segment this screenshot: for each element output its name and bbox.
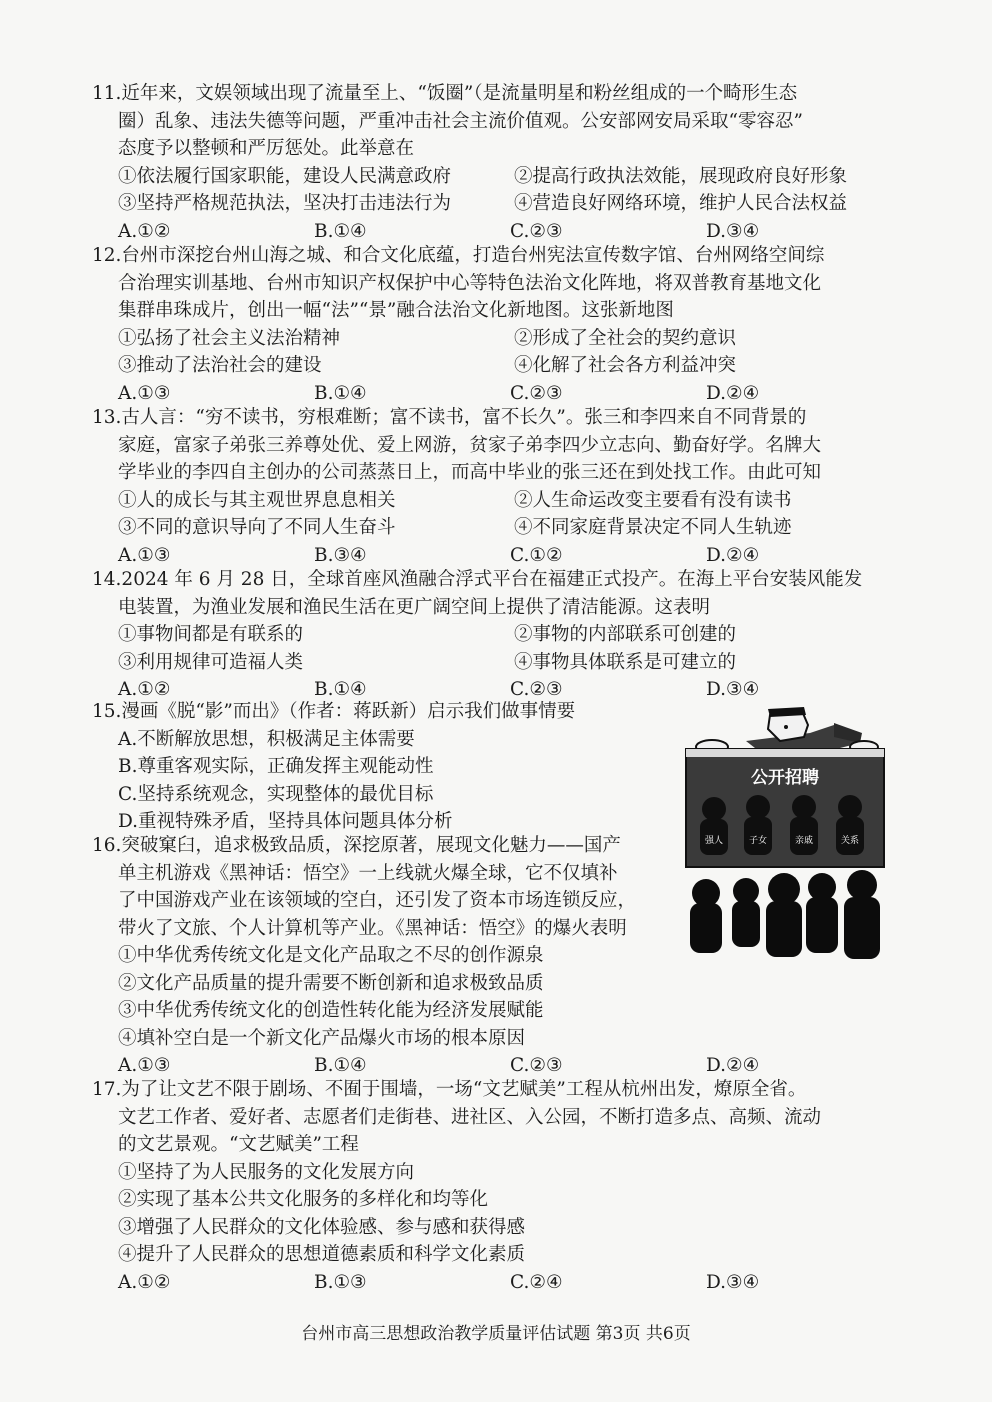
statement-4: ④填补空白是一个新文化产品爆火市场的根本原因 [118,1027,526,1049]
statement-row [92,621,872,649]
statement-row [92,514,872,542]
question-stem-line: 17.为了让文艺不限于剧场、不囿于围墙，一场“文艺赋美”工程从杭州出发，燎原全省。 [92,1079,807,1100]
choice-a[interactable]: A.①③ [118,382,171,404]
statement-row [92,487,872,515]
statement-1: ①依法履行国家职能，建设人民满意政府 [118,165,452,187]
shadow-label: 强人 [704,836,724,846]
statement-row [92,190,872,218]
choices-row [92,1269,872,1297]
choice-d[interactable]: D.③④ [706,220,760,242]
choice-c[interactable]: C.②③ [510,1055,563,1076]
statement-3: ③不同的意识导向了不同人生奋斗 [118,517,396,538]
question-stem-line: 电装置，为渔业发展和渔民生活在更广阔空间上提供了清洁能源。这表明 [118,596,711,618]
crowd-silhouettes [690,870,880,959]
question-stem-line: 15.漫画《脱“影”而出》（作者：蒋跃新）启示我们做事情要 [92,701,576,722]
sign-text: 公开招聘 [751,768,819,788]
statement-3: ③推动了法治社会的建设 [118,355,322,376]
option-b[interactable]: B.尊重客观实际，正确发挥主观能动性 [118,756,434,777]
question-13 [92,404,872,569]
question-stem-line: 的文艺景观。“文艺赋美”工程 [118,1134,359,1155]
choice-a[interactable]: A.①② [118,220,171,242]
statement-4: ④事物具体联系是可建立的 [514,651,737,673]
question-11 [92,80,872,245]
cartoon-illustration [684,703,886,977]
choice-b[interactable]: B.③④ [314,544,367,566]
question-12 [92,242,872,407]
question-stem-line: 文艺工作者、爱好者、志愿者们走街巷、进社区、入公园，不断打造多点、高频、流动 [118,1106,822,1128]
shadow-label: 子女 [748,836,768,846]
statement-row [92,649,872,677]
choice-b[interactable]: B.①④ [314,679,367,700]
statement-3: ③利用规律可造福人类 [118,651,304,673]
choice-b[interactable]: B.①④ [314,1055,367,1076]
question-stem-line: 了中国游戏产业在该领域的空白，还引发了资本市场连锁反应， [118,890,637,911]
statement-row [92,163,872,191]
choice-d[interactable]: D.②④ [706,544,760,566]
question-stem-line: 带火了文旅、个人计算机等产业。《黑神话：悟空》的爆火表明 [118,917,627,939]
statement-3: ③中华优秀传统文化的创造性转化能为经济发展赋能 [118,1000,544,1021]
question-stem-line: 16.突破窠臼，追求极致品质，深挖原著，展现文化魅力——国产 [92,835,621,856]
statement-4: ④化解了社会各方利益冲突 [514,355,737,376]
statement-2: ②形成了全社会的契约意识 [514,327,737,349]
choice-b[interactable]: B.①③ [314,1271,367,1293]
question-stem-line: 13.古人言：“穷不读书，穷根难断；富不读书，富不长久”。张三和李四来自不同背景的 [92,407,807,428]
choice-b[interactable]: B.①④ [314,382,367,404]
choice-c[interactable]: C.②③ [510,382,563,404]
question-stem-line: 集群串珠成片，创出一幅“法”“景”融合法治文化新地图。这张新地图 [118,300,674,321]
statement-1: ①弘扬了社会主义法治精神 [118,327,341,349]
statement-4: ④提升了人民群众的思想道德素质和科学文化素质 [118,1244,526,1265]
question-stem-line: 圈）乱象、违法失德等问题，严重冲击社会主流价值观。公安部网安局采取“零容忍” [118,110,803,132]
question-stem-line: 态度予以整顿和严厉惩处。此举意在 [118,138,415,159]
statement-4: ④不同家庭背景决定不同人生轨迹 [514,517,792,538]
question-17 [92,1076,872,1296]
statement-2: ②实现了基本公共文化服务的多样化和均等化 [118,1189,489,1210]
statement-2: ②人生命运改变主要看有没有读书 [514,489,792,511]
statement-3: ③坚持严格规范执法，坚决打击违法行为 [118,193,452,214]
statement-row [92,325,872,353]
choice-d[interactable]: D.③④ [706,1271,760,1293]
choice-c[interactable]: C.②④ [510,1271,563,1293]
choice-d[interactable]: D.②④ [706,382,760,404]
choice-b[interactable]: B.①④ [314,220,367,242]
cartoon-man [696,707,878,755]
statement-3: ③增强了人民群众的文化体验感、参与感和获得感 [118,1216,526,1238]
choice-a[interactable]: A.①③ [118,1055,171,1076]
question-stem-line: 学毕业的李四自主创办的公司蒸蒸日上，而高中毕业的张三还在到处找工作。由此可知 [118,462,822,483]
choice-c[interactable]: C.②③ [510,220,563,242]
question-stem-line: 14.2024 年 6 月 28 日，全球首座风渔融合浮式平台在福建正式投产。在海上平台安装风能发 [92,569,863,590]
question-stem-line: 12.台州市深挖台州山海之城、和合文化底蕴，打造台州宪法宣传数字馆、台州网络空间综 [92,245,825,266]
statement-1: ①中华优秀传统文化是文化产品取之不尽的创作源泉 [118,945,544,966]
statement-2: ②提高行政执法效能，展现政府良好形象 [514,165,848,187]
page-footer: 台州市高三思想政治教学质量评估试题 第3页 共6页 [301,1324,691,1344]
choice-d[interactable]: D.③④ [706,679,760,700]
statement-2: ②文化产品质量的提升需要不断创新和追求极致品质 [118,972,544,994]
choices-row [92,218,872,246]
statement-row [92,352,872,380]
choice-a[interactable]: A.①③ [118,544,171,566]
statement-1: ①人的成长与其主观世界息息相关 [118,489,396,511]
question-stem-line: 11.近年来，文娱领域出现了流量至上、“饭圈”（是流量明星和粉丝组成的一个畸形生态 [92,83,798,104]
statement-1: ①坚持了为人民服务的文化发展方向 [118,1161,415,1183]
shadow-label: 亲戚 [794,836,814,846]
option-a[interactable]: A.不断解放思想，积极满足主体需要 [118,728,415,750]
shadow-label: 关系 [840,836,860,846]
choice-c[interactable]: C.②③ [510,679,563,700]
choices-row [92,542,872,570]
statement-1: ①事物间都是有联系的 [118,624,304,645]
option-c[interactable]: C.坚持系统观念，实现整体的最优目标 [118,783,434,805]
choice-a[interactable]: A.①② [118,679,171,700]
choices-row [92,380,872,408]
question-14 [92,566,872,704]
option-d[interactable]: D.重视特殊矛盾，坚持具体问题具体分析 [118,811,453,832]
question-stem-line: 合治理实训基地、台州市知识产权保护中心等特色法治文化阵地，将双普教育基地文化 [118,272,822,294]
choice-d[interactable]: D.②④ [706,1055,760,1076]
choice-c[interactable]: C.①② [510,544,563,566]
question-stem-line: 单主机游戏《黑神话：悟空》一上线就火爆全球，它不仅填补 [118,862,618,884]
question-stem-line: 家庭，富家子弟张三养尊处优、爱上网游，贫家子弟李四少立志向、勤奋好学。名牌大 [118,434,822,456]
choice-a[interactable]: A.①② [118,1271,171,1293]
statement-2: ②事物的内部联系可创建的 [514,624,737,645]
statement-4: ④营造良好网络环境，维护人民合法权益 [514,193,848,214]
